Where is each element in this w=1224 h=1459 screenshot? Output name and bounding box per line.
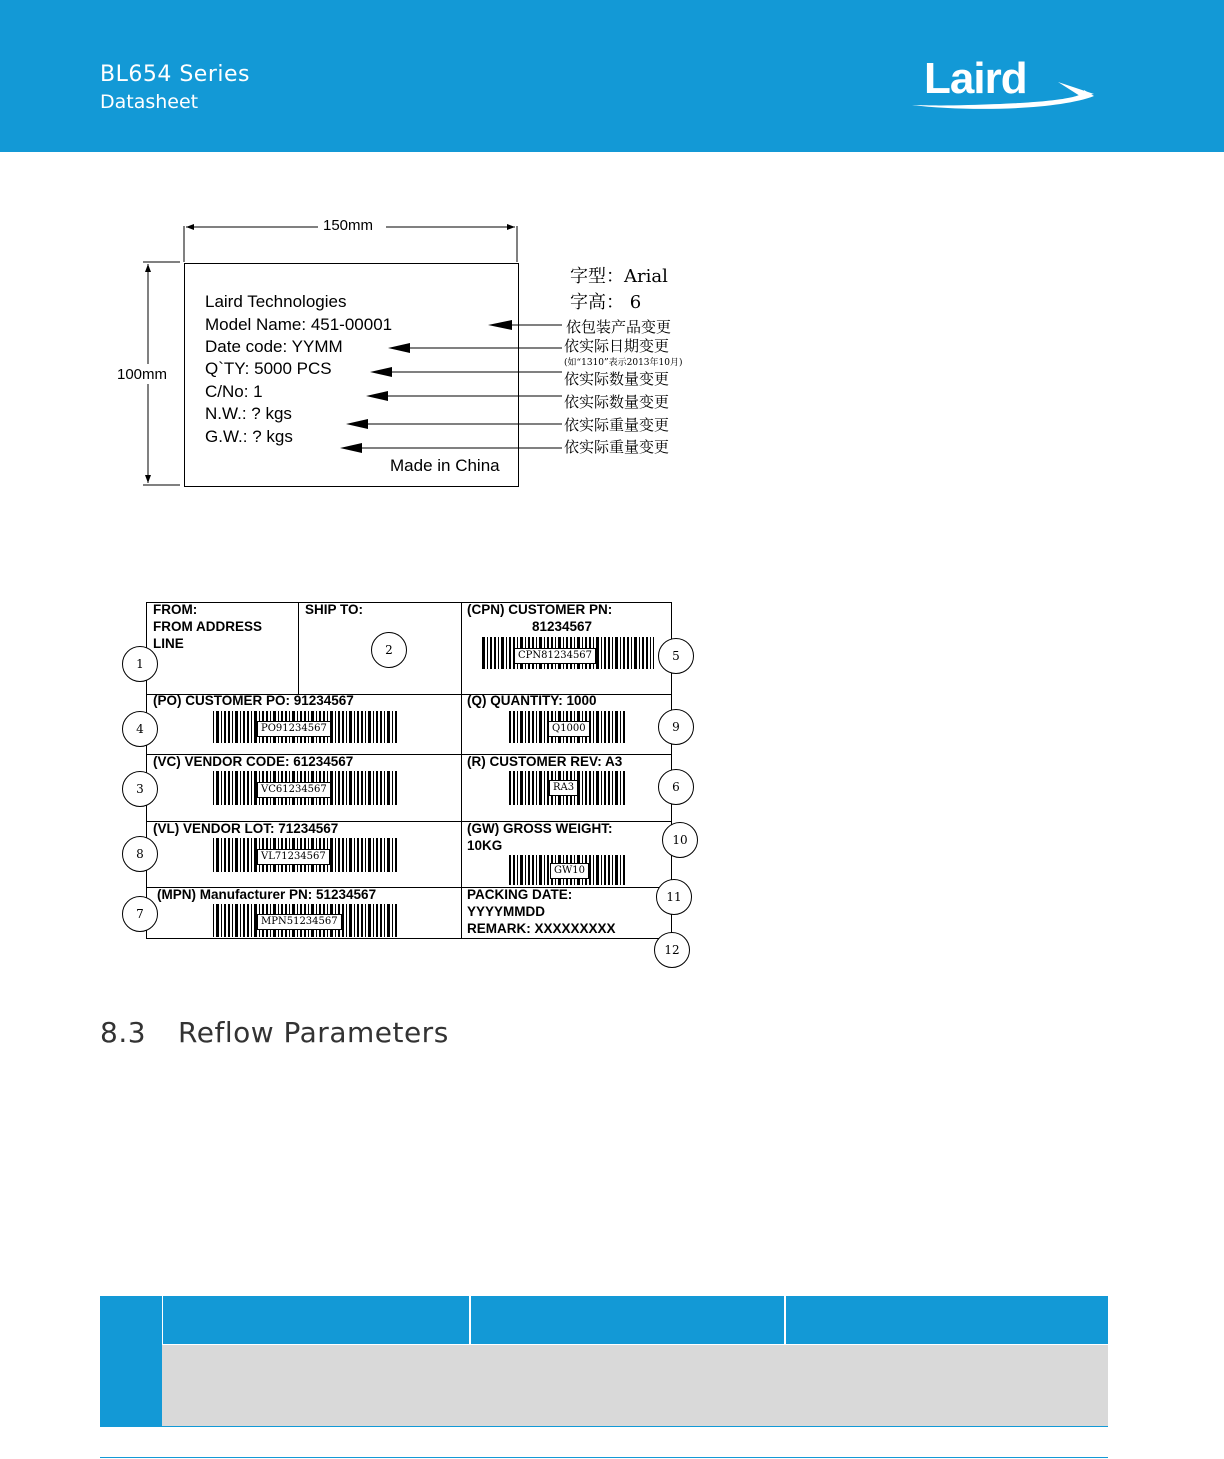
cpn-value: 81234567	[532, 619, 593, 634]
width-dimension: 150mm	[323, 217, 374, 234]
callout-11: 11	[656, 879, 692, 915]
table-bottom-rule	[100, 1426, 1108, 1427]
table-header-cell-1	[163, 1296, 469, 1344]
label-line-company: Laird Technologies	[205, 292, 347, 311]
callout-3: 3	[122, 771, 158, 807]
label-line-nw: N.W.: ? kgs	[205, 404, 292, 423]
from-address-line1: FROM ADDRESS	[153, 619, 263, 634]
po-barcode-text: PO91234567	[257, 721, 331, 737]
table-header-cell-2	[471, 1296, 784, 1344]
callout-2: 2	[371, 632, 407, 668]
annotation-gw: 依实际重量变更	[564, 438, 670, 456]
series-title: BL654 Series	[100, 62, 250, 87]
qty-barcode-text: Q1000	[548, 721, 590, 737]
table-body-row	[162, 1345, 1108, 1426]
table-header-cell-3	[786, 1296, 1108, 1344]
section-heading	[100, 1016, 449, 1049]
vl-title: (VL) VENDOR LOT: 71234567	[153, 821, 339, 836]
cpn-title: (CPN) CUSTOMER PN:	[467, 602, 613, 617]
packing-date-value: YYYYMMDD	[467, 904, 546, 919]
section-number: 8.3	[100, 1016, 147, 1049]
rev-title: (R) CUSTOMER REV: A3	[467, 754, 623, 769]
label-line-model: Model Name: 451-00001	[205, 315, 393, 334]
gw-value: 10KG	[467, 838, 503, 853]
table-side-cell	[100, 1296, 162, 1426]
annotation-date: 依实际日期变更	[564, 337, 670, 355]
section-title: Reflow Parameters	[178, 1016, 449, 1049]
footer-rule	[100, 1457, 1108, 1458]
height-note: 字高： 6	[570, 292, 642, 313]
ship-to-title: SHIP TO:	[305, 602, 364, 617]
gw-barcode-text: GW10	[550, 863, 589, 879]
annotation-model: 依包装产品变更	[566, 318, 672, 336]
callout-7: 7	[122, 896, 158, 932]
font-note: 字型：Arial	[570, 266, 668, 287]
qty-title: (Q) QUANTITY: 1000	[467, 693, 597, 708]
po-title: (PO) CUSTOMER PO: 91234567	[153, 693, 354, 708]
callout-12: 12	[654, 932, 690, 968]
label-line-cno: C/No: 1	[205, 382, 263, 401]
callout-8: 8	[122, 836, 158, 872]
from-title: FROM:	[153, 602, 198, 617]
callout-4: 4	[122, 711, 158, 747]
vc-barcode-text: VC61234567	[257, 782, 331, 798]
callout-6: 6	[658, 769, 694, 805]
remark: REMARK: XXXXXXXXX	[467, 921, 616, 936]
annotation-qty: 依实际数量变更	[564, 370, 670, 388]
vl-barcode-text: VL71234567	[257, 849, 330, 865]
logo-text: Laird	[924, 54, 1027, 103]
label-line-gw: G.W.: ? kgs	[205, 427, 293, 446]
mpn-title: (MPN) Manufacturer PN: 51234567	[157, 887, 377, 902]
callout-9: 9	[658, 709, 694, 745]
doc-type: Datasheet	[100, 91, 199, 113]
gw-title: (GW) GROSS WEIGHT:	[467, 821, 613, 836]
rev-barcode-text: RA3	[549, 780, 578, 796]
vc-title: (VC) VENDOR CODE: 61234567	[153, 754, 354, 769]
callout-5: 5	[658, 638, 694, 674]
mpn-barcode-text: MPN51234567	[257, 914, 342, 930]
annotation-cno: 依实际数量变更	[564, 393, 670, 411]
callout-10: 10	[662, 822, 698, 858]
height-dimension: 100mm	[117, 366, 168, 383]
label-made-in: Made in China	[390, 456, 500, 475]
packing-date-title: PACKING DATE:	[467, 887, 573, 902]
label-line-datecode: Date code: YYMM	[205, 337, 343, 356]
annotation-nw: 依实际重量变更	[564, 416, 670, 434]
callout-1: 1	[122, 646, 158, 682]
cpn-barcode-text: CPN81234567	[514, 648, 596, 664]
label-line-qty: Q`TY: 5000 PCS	[205, 359, 332, 378]
annotation-date-example: (如“1310”表示2013年10月)	[564, 358, 683, 368]
from-address-line2: LINE	[153, 636, 184, 651]
